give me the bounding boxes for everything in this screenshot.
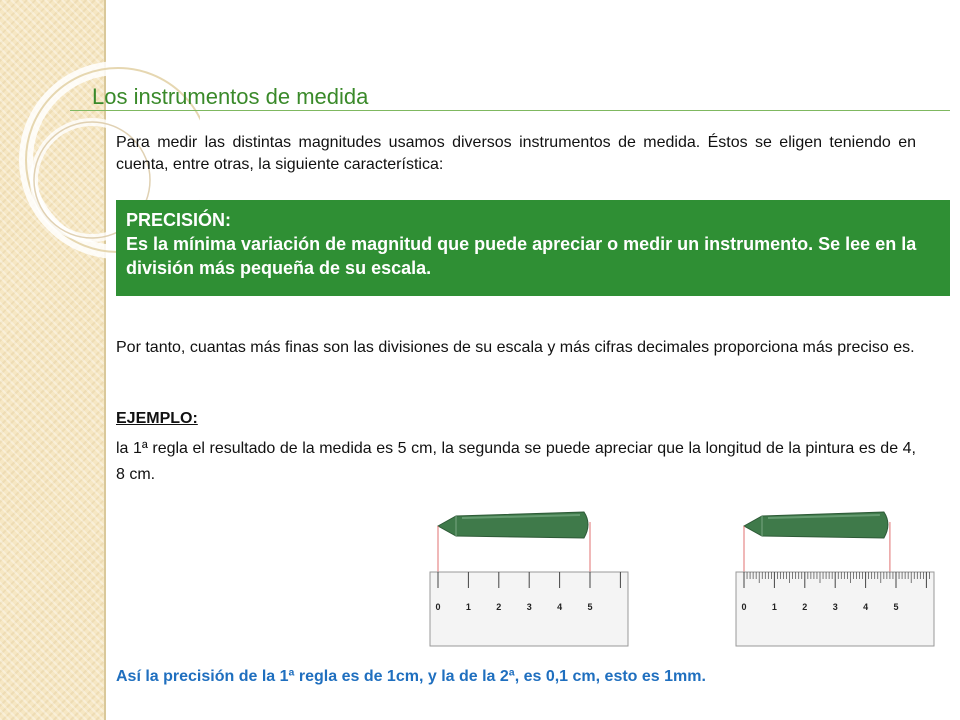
intro-paragraph: Para medir las distintas magnitudes usamos diversos instrumentos de medida. Éstos se eligen teniendo en cuenta, entre otras, la siguiente característica: xyxy=(116,134,916,173)
ruler-figure-2 xyxy=(726,496,938,648)
ruler-label: 0 xyxy=(435,602,441,612)
ruler-label: 5 xyxy=(893,602,899,612)
ruler-label: 4 xyxy=(863,602,869,612)
title-underline xyxy=(70,110,950,111)
ruler-label: 3 xyxy=(526,602,532,612)
ruler-label: 4 xyxy=(557,602,563,612)
ruler-label: 3 xyxy=(832,602,838,612)
definition-heading: PRECISIÓN: xyxy=(126,210,232,230)
example-paragraph: la 1ª regla el resultado de la medida es 5 cm, la segunda se puede apreciar que la longitud de la pintura es de 4, 8 cm. xyxy=(116,440,916,483)
example-heading: EJEMPLO: xyxy=(116,410,198,427)
ruler-label: 1 xyxy=(771,602,777,612)
ruler-figure-1 xyxy=(420,496,632,648)
ruler-label: 0 xyxy=(741,602,747,612)
crayon-2 xyxy=(744,512,888,538)
crayon-1 xyxy=(438,512,588,538)
conclusion-text: Así la precisión de la 1ª regla es de 1cm, y la de la 2ª, es 0,1 cm, esto es 1mm. xyxy=(116,668,706,685)
definition-box xyxy=(116,200,950,296)
ruler-label: 2 xyxy=(496,602,502,612)
slide-title: Los instrumentos de medida xyxy=(92,84,369,109)
consequence-paragraph: Por tanto, cuantas más finas son las divisiones de su escala y más cifras decimales proporciona más preciso es. xyxy=(116,339,915,356)
definition-text: Es la mínima variación de magnitud que puede apreciar o medir un instrumento. Se lee en la división más pequeña de su escala. xyxy=(126,234,917,278)
ruler-label: 2 xyxy=(802,602,808,612)
ruler-label: 5 xyxy=(587,602,593,612)
ruler-label: 1 xyxy=(465,602,471,612)
